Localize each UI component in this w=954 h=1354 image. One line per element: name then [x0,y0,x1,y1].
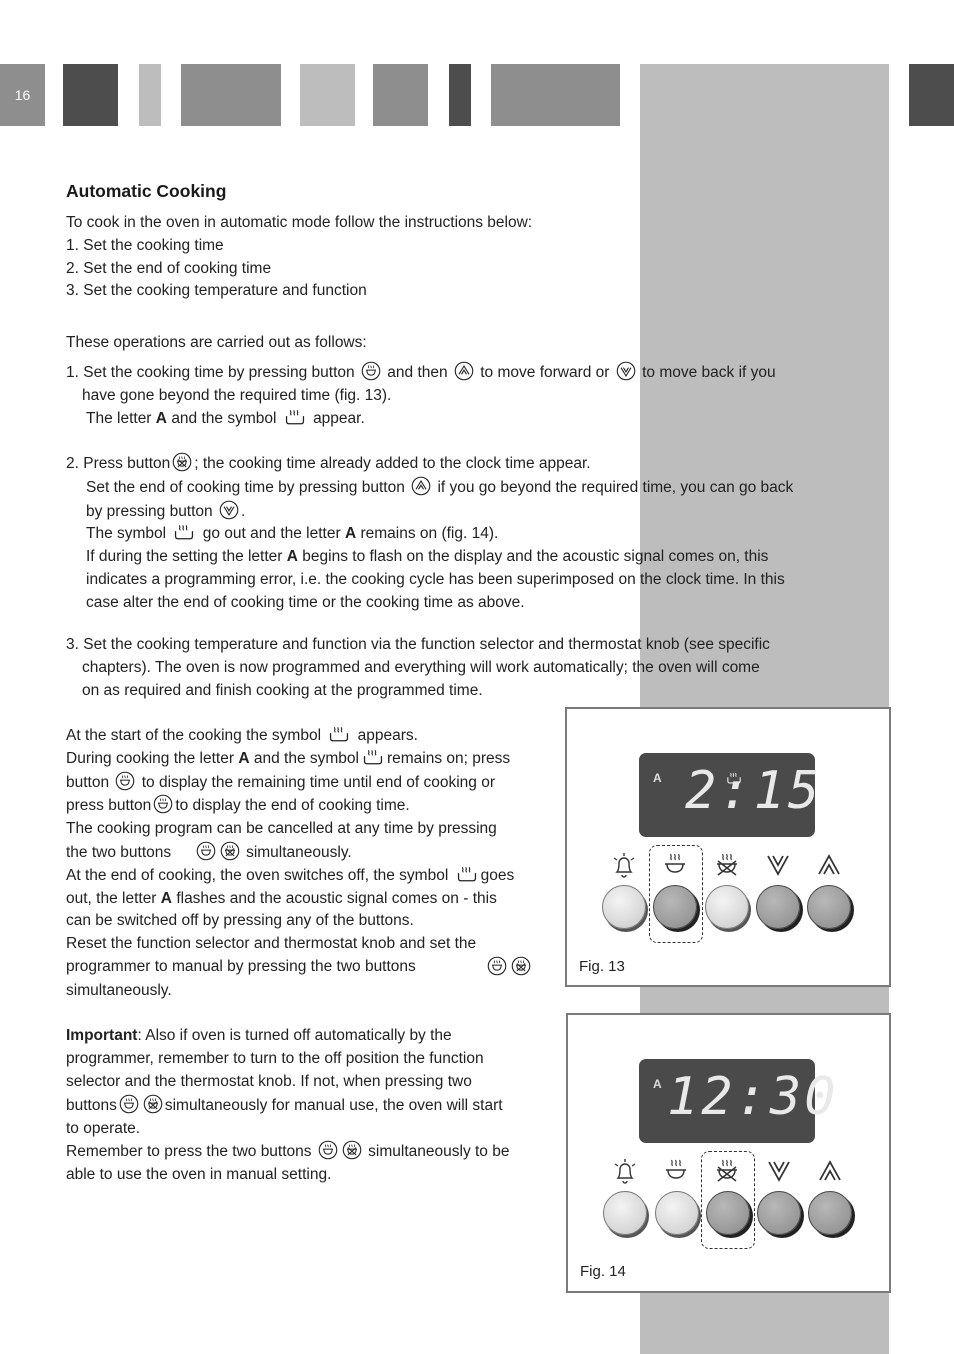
col-text: able to use the oven in manual setting. [66,1166,332,1184]
cooking-time-icon [318,1140,338,1160]
col-text: remains on; press [386,749,511,767]
step-text: The symbol [86,525,167,543]
col-text: During cooking the letter [66,749,235,767]
col-text: goes [480,866,515,884]
cooking-time-icon [153,794,173,814]
intro-line: 1. Set the cooking time [66,236,224,254]
operations-line: These operations are carried out as follows: [66,334,367,351]
step-text: to move back if you [642,364,776,381]
col-text: to operate. [66,1119,141,1137]
display-letter: A [653,1077,662,1091]
letter-a: A [286,548,298,566]
figure-caption: Fig. 14 [580,1263,626,1280]
col-text: programmer, remember to turn to the off position the function [66,1050,484,1068]
step-text: and then [387,364,448,381]
display-letter: A [653,771,662,785]
letter-a: A [238,749,250,767]
letter-a: A [160,889,172,907]
important-label: Important [66,1027,138,1045]
col-text: the two buttons [66,843,172,861]
plus-button[interactable] [807,885,851,929]
header-block [139,64,161,126]
timer-button[interactable] [602,885,646,929]
cooking-time-icon [115,771,135,791]
header-block [373,64,428,126]
section-heading: Automatic Cooking [66,181,227,201]
programmer-display [639,753,823,837]
step-text: remains on (fig. 14). [360,525,499,543]
col-text: The cooking program can be cancelled at any time by pressing [66,820,497,838]
col-text: simultaneously to be [368,1143,510,1161]
minus-button[interactable] [757,1191,801,1235]
page-number [0,64,45,126]
step-text: . [240,502,246,520]
down-arrow-icon [616,361,636,381]
col-text: flashes and the acoustic signal comes on - this [176,889,497,907]
step-1 [66,361,826,430]
step-text: ; the cooking time already added to the clock time appear. [194,455,591,472]
col-text: At the start of the cooking the symbol [66,727,322,744]
step-text: indicates a programming error, i.e. the cooking cycle has been superimposed on the clock time. In this [86,570,785,588]
step-text: If during the setting the letter [86,548,283,566]
step-text: appear. [313,409,365,427]
plus-button[interactable] [808,1191,852,1235]
step-text: 3. Set the cooking temperature and function via the function selector and thermostat knob (see specific [66,636,770,653]
col-text: out, the letter [66,889,157,907]
col-text: Remember to press the two buttons [66,1143,312,1161]
cooking-pan-icon [284,408,306,426]
col-text: selector and the thermostat knob. If not, when pressing two [66,1072,472,1090]
up-arrow-icon [815,1156,845,1186]
col-text: : Also if oven is turned off automatically by the [137,1027,452,1045]
col-text: simultaneously. [246,843,352,861]
col-text: At the end of cooking, the oven switches off, the symbol [66,866,449,884]
end-cooking-icon [712,850,742,880]
col-text: programmer to manual by pressing the two buttons [66,957,416,975]
step-text: The letter [86,409,152,427]
figure-caption: Fig. 13 [579,958,625,975]
end-cooking-icon [143,1094,163,1114]
step-3 [66,634,826,702]
down-arrow-icon [764,1156,794,1186]
cooking-time-button[interactable] [653,885,697,929]
cooking-time-button[interactable] [655,1191,699,1235]
cooking-time-icon [119,1094,139,1114]
end-cooking-button[interactable] [705,885,749,929]
step-2 [66,452,826,615]
step-text: by pressing button [86,502,213,520]
minus-button[interactable] [756,885,800,929]
cooking-pan-icon [328,725,350,743]
intro-line: To cook in the oven in automatic mode follow the instructions below: [66,214,533,231]
up-arrow-icon [814,850,844,880]
timer-button[interactable] [603,1191,647,1235]
end-cooking-icon [511,956,531,976]
header-block [63,64,118,126]
end-cooking-icon [220,841,240,861]
letter-a: A [155,409,167,427]
end-cooking-button[interactable] [706,1191,750,1235]
figure-14 [566,1013,891,1293]
intro-line: 3. Set the cooking temperature and function [66,282,367,300]
step-text: 2. Press button [66,455,171,472]
page-number-text: 16 [14,87,31,103]
cooking-pan-icon [173,523,195,541]
col-text: can be switched off by pressing any of the buttons. [66,912,414,930]
intro-block [66,212,626,303]
header-block [300,64,355,126]
display-time: 12:30 [667,1067,839,1127]
col-text: Reset the function selector and thermostat knob and set the [66,935,477,953]
down-arrow-icon [763,850,793,880]
col-text: buttons [66,1096,117,1114]
end-cooking-icon [342,1140,362,1160]
step-text: go out and the letter [202,525,341,543]
step-text: and the symbol [171,409,277,427]
letter-a: A [344,525,357,543]
up-arrow-icon [454,361,474,381]
cooking-time-icon [196,841,216,861]
step-text: chapters). The oven is now programmed and everything will work automatically; the oven will come [82,658,760,676]
bell-icon [610,1156,640,1186]
programmer-display [639,1059,839,1143]
end-cooking-icon [172,452,192,472]
figure-13 [565,707,891,987]
header-block [909,64,954,126]
step-text: 1. Set the cooking time by pressing button [66,364,355,381]
step-text: on as required and finish cooking at the programmed time. [82,681,483,699]
cooking-time-icon [361,361,381,381]
col-text: appears. [357,727,418,744]
col-text: simultaneously for manual use, the oven will start [164,1096,503,1114]
col-text: to display the remaining time until end of cooking or [141,773,495,791]
left-column [66,725,533,1187]
intro-line: 2. Set the end of cooking time [66,259,272,277]
step-text: Set the end of cooking time by pressing button [86,478,405,496]
col-text: button [66,773,110,791]
col-text: simultaneously. [66,981,172,999]
down-arrow-icon [219,500,239,520]
bell-icon [609,850,639,880]
col-text: press button [66,797,152,815]
step-text: to move forward or [480,364,610,381]
cooking-pan-icon [456,865,478,883]
header-block [449,64,471,126]
step-text: case alter the end of cooking time or the cooking time as above. [86,593,525,611]
cooking-time-icon [487,956,507,976]
header-block [181,64,281,126]
step-text: have gone beyond the required time (fig. 13). [82,386,392,404]
header-block [491,64,620,126]
display-time: 2:15 [685,761,823,821]
cooking-time-icon [661,1156,691,1186]
step-text: if you go beyond the required time, you can go back [437,478,794,496]
cooking-pan-icon [362,748,384,766]
col-text: and the symbol [253,749,359,767]
col-text: to display the end of cooking time. [175,797,410,815]
step-text: begins to flash on the display and the acoustic signal comes on, this [302,548,769,566]
up-arrow-icon [411,476,431,496]
